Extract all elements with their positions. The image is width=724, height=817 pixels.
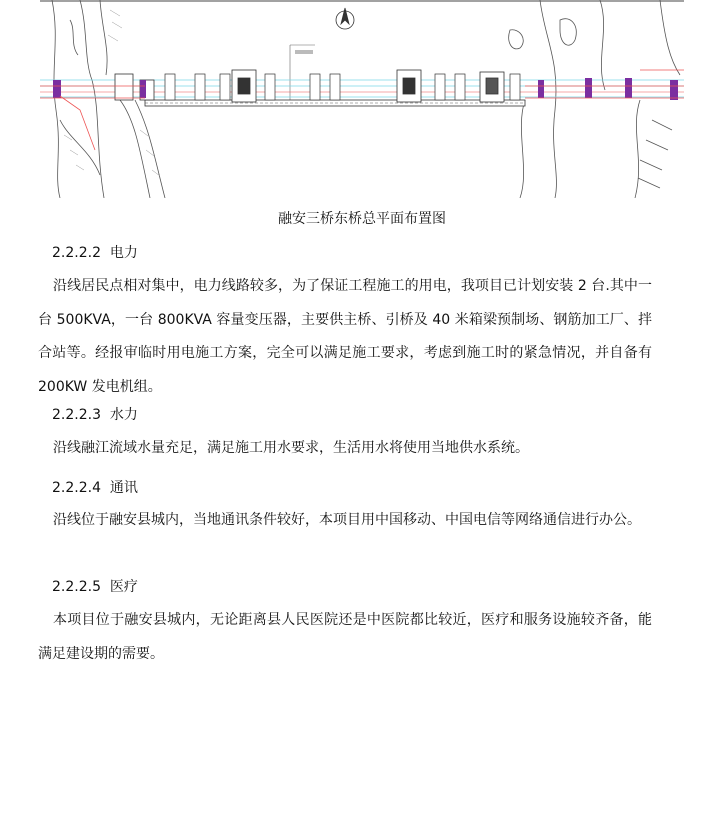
section-paragraph-medical: 本项目位于融安县城内，无论距离县人民医院还是中医院都比较近，医疗和服务设施较齐备，能满足建设期的需要。 xyxy=(38,612,652,662)
section-paragraph-electric: 沿线居民点相对集中，电力线路较多，为了保证工程施工的用电，我项目已计划安装 2 台.其中一台 500KVA，一台 800KVA 容量变压器，主要供主桥、引桥及 40 米箱梁预制场、钢筋加工厂、拌合站等。经报审临时用电施工方案，完全可以满足施工要求，考虑到施工时的紧急情况，并自备有 200KW 发电机组。 xyxy=(38,278,652,395)
section-heading-water: 2.2.2.3 水力 xyxy=(52,407,138,423)
section-heading-communication: 2.2.2.4 通讯 xyxy=(52,480,138,496)
section-paragraph-water: 沿线融江流域水量充足，满足施工用水要求，生活用水将使用当地供水系统。 xyxy=(53,440,529,456)
figure-caption: 融安三桥东桥总平面布置图 xyxy=(278,211,446,227)
bridge-site-plan-drawing xyxy=(40,0,684,198)
section-heading-medical: 2.2.2.5 医疗 xyxy=(52,579,138,595)
section-paragraph-communication: 沿线位于融安县城内，当地通讯条件较好，本项目用中国移动、中国电信等网络通信进行办公。 xyxy=(53,512,641,528)
site-plan-svg xyxy=(40,0,684,198)
bridge-deck xyxy=(145,100,525,106)
section-heading-electric: 2.2.2.2 电力 xyxy=(52,245,138,261)
